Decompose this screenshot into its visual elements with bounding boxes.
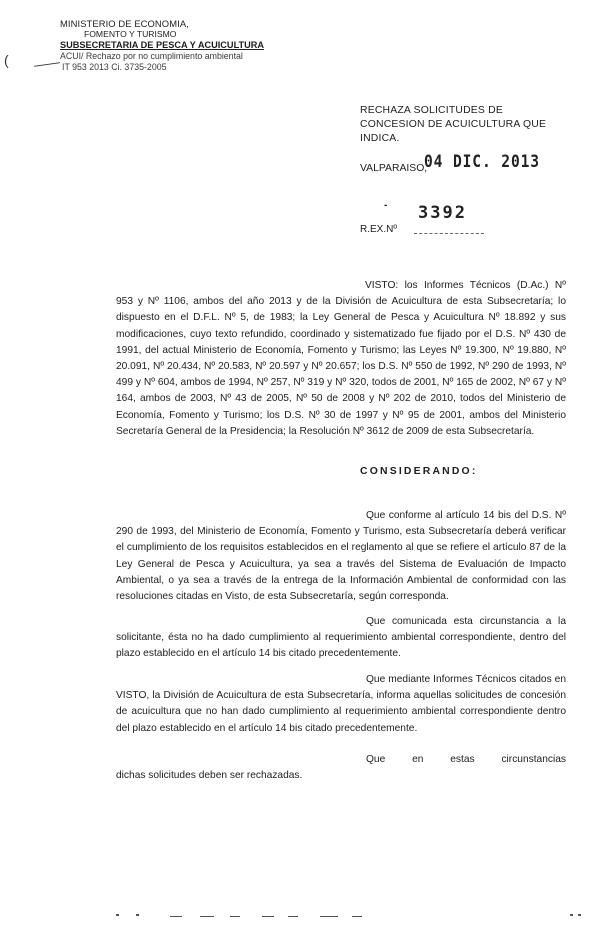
handwritten-strike-mark <box>34 62 60 67</box>
scan-dash <box>170 916 182 917</box>
scan-dot <box>136 914 139 916</box>
scan-dot <box>570 914 573 916</box>
scan-dash <box>352 916 362 917</box>
consideration-4-body: solicitudes deben ser rechazadas. <box>148 770 303 782</box>
margin-mark: ( <box>4 52 9 68</box>
consideration-1-body: 290 de 1993, del Ministerio de Economía, Fomento y Turismo, esta Subsecretaría deberá verificar el cumplimiento de los requisitos establecidos en el reglamento al que se refiere el artículo 87 de la Ley General de Pesca y Acuicultura, ya sea a través del Sistema de Evaluación de Impacto Ambiental, o ya sea a través de la entrega de la Información Ambiental de conformidad con las resoluciones citadas en Visto, de esta Subsecretaría, según corresponda. <box>116 526 566 603</box>
consideration-1-lead: Que conforme al artículo 14 bis del D.S. Nº <box>366 510 566 521</box>
scan-dot <box>578 914 581 916</box>
consideration-paragraph-3 <box>116 672 566 737</box>
resolution-label: R.EX.Nº <box>360 224 397 235</box>
visto-body: Nº 1106, ambos del año 2013 y de la División de Acuicultura de esta Subsecretaría; lo dispuesto en el D.F.L. Nº 5, de 1983; la Ley General de Pesca y Acuicultura Nº 18.892 y sus modificaciones, cuyo texto refundido, coordinado y sistematizado fue fijado por el D.S. Nº 430 de 1991, del actual Ministerio de Economía, Fomento y Turismo; las Leyes Nº 19.300, Nº 19.880, Nº 20.091, Nº 20.434, Nº 20.583, Nº 20.597 y Nº 20.657; los D.S. Nº 550 de 1992, Nº 290 de 1993, Nº 499 y Nº 604, ambos de 1994, Nº 257, Nº 319 y Nº 320, todos de 2001, Nº 165 de 2002, Nº 67 y Nº 164, ambos de 2003, Nº 43 de 2005, Nº 50 de 2008 y Nº 202 de 2010, todos del Ministerio de Economía, Fomento y Turismo; los D.S. Nº 30 de 1997 y Nº 95 de 2001, ambos del Ministerio Secretaría General de la Presidencia; la Resolución Nº 3612 de 2009 de esta Subsecretaría. <box>116 296 566 437</box>
consideration-2-body: solicitante, ésta no ha dado cumplimiento al requerimiento ambiental correspondiente, dentro del plazo establecido en el artículo 14 bis citado precedentemente. <box>116 632 566 660</box>
ministry-name: MINISTERIO DE ECONOMIA, <box>60 18 189 29</box>
scan-dot <box>116 914 119 916</box>
consideration-3-lead: Que mediante Informes Técnicos citados en <box>366 674 566 685</box>
date-stamp: 04 DIC. 2013 <box>424 152 540 172</box>
letterhead <box>60 18 265 73</box>
resolution-dash: - <box>384 200 388 211</box>
visto-paragraph <box>116 278 566 440</box>
consideration-2-lead: Que comunicada esta circunstancia a la <box>366 616 566 627</box>
place-label: VALPARAISO, <box>360 163 428 174</box>
resolution-number-stamp: 3392 <box>418 203 467 223</box>
considerando-heading: CONSIDERANDO: <box>360 466 478 477</box>
scan-dash <box>320 916 338 917</box>
footer-scan-marks <box>116 910 586 922</box>
consideration-paragraph-2 <box>116 614 566 663</box>
consideration-paragraph-1 <box>116 508 566 605</box>
scan-dash <box>262 916 274 917</box>
scan-dash <box>230 916 240 917</box>
resolution-number-line <box>414 233 484 234</box>
consideration-4-lead: Que en estas circunstancias dichas <box>116 754 566 782</box>
scan-dash <box>288 916 298 917</box>
consideration-3-body: VISTO, la División de Acuicultura de esta Subsecretaría, informa aquellas solicitudes de concesión de acuicultura que no han dado cumplimiento al requerimiento ambiental correspondiente dentro del plazo establecido en el artículo 14 bis citado precedentemente. <box>116 690 566 734</box>
visto-lead: VISTO: los Informes Técnicos (D.Ac.) Nº 953 y <box>116 280 566 308</box>
document-subject: RECHAZA SOLICITUDES DE CONCESION DE ACUICULTURA QUE INDICA. <box>360 105 547 144</box>
consideration-paragraph-4 <box>116 752 566 784</box>
ministry-subtitle: FOMENTO Y TURISMO <box>84 29 177 39</box>
reference-line: ACUI/ Rechazo por no cumplimiento ambiental <box>60 51 243 61</box>
scan-dash <box>200 916 214 917</box>
undersecretariat-name: SUBSECRETARIA DE PESCA Y ACUICULTURA <box>60 40 265 50</box>
file-reference: IT 953 2013 Ci. 3735-2005 <box>62 62 167 72</box>
